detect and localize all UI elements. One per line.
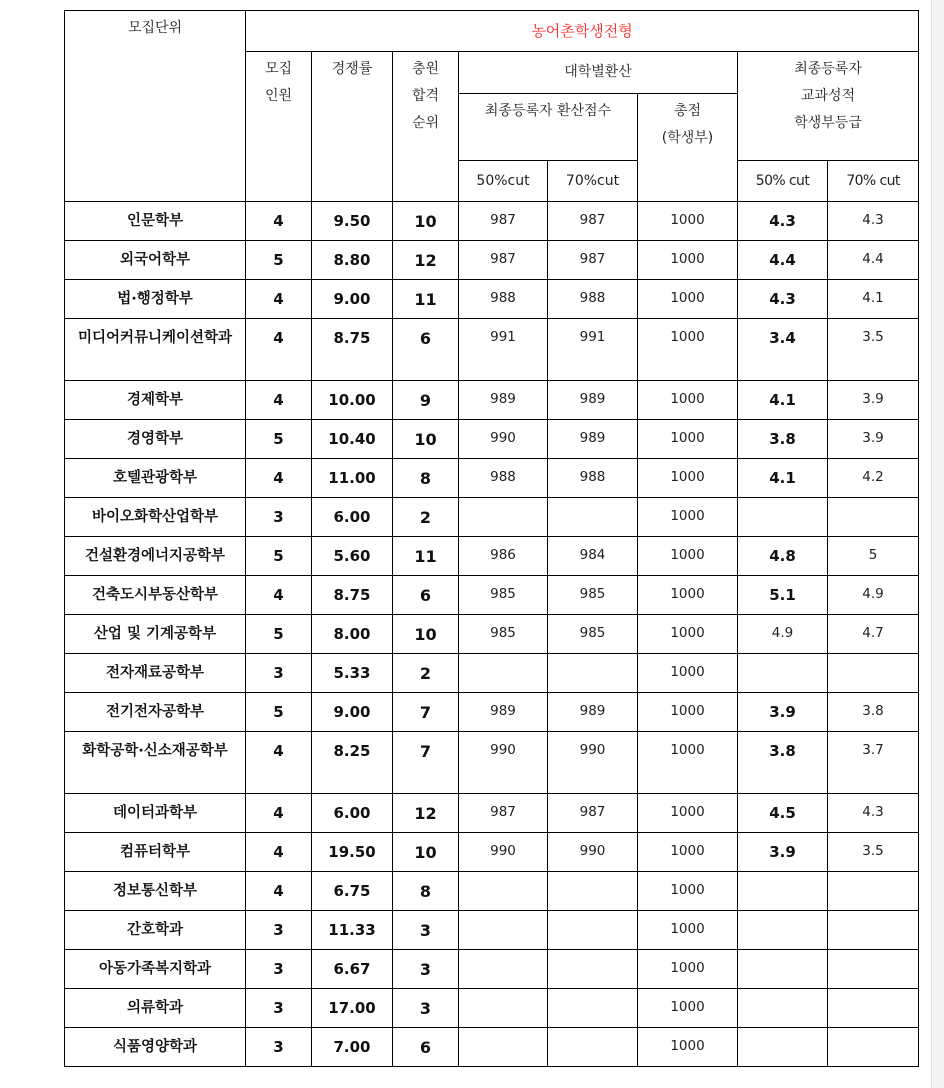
score-cut70-cell: 988 bbox=[548, 280, 638, 319]
recruit-count-cell: 3 bbox=[246, 1028, 312, 1067]
grade-cut50-cell bbox=[738, 872, 828, 911]
table-row bbox=[65, 202, 919, 241]
recruit-count-cell: 4 bbox=[246, 732, 312, 794]
waitlist-rank-cell: 10 bbox=[393, 420, 459, 459]
header-total: 총점 (학생부) bbox=[638, 93, 738, 202]
score-cut50-cell bbox=[459, 1028, 548, 1067]
unit-cell: 컴퓨터학부 bbox=[65, 833, 246, 872]
header-grade-cut70: 70% cut bbox=[828, 161, 919, 202]
header-final-score: 최종등록자 환산점수 bbox=[459, 93, 638, 161]
table-row bbox=[65, 950, 919, 989]
score-cut70-cell bbox=[548, 1028, 638, 1067]
competition-rate-cell: 10.00 bbox=[312, 381, 393, 420]
total-score-cell: 1000 bbox=[638, 950, 738, 989]
grade-cut50-cell: 4.4 bbox=[738, 241, 828, 280]
table-row bbox=[65, 693, 919, 732]
score-cut50-cell: 991 bbox=[459, 319, 548, 381]
recruit-count-cell: 5 bbox=[246, 537, 312, 576]
score-cut70-cell: 987 bbox=[548, 202, 638, 241]
score-cut50-cell: 990 bbox=[459, 833, 548, 872]
grade-cut50-cell bbox=[738, 498, 828, 537]
waitlist-rank-cell: 3 bbox=[393, 989, 459, 1028]
recruit-count-cell: 3 bbox=[246, 950, 312, 989]
grade-cut70-cell bbox=[828, 1028, 919, 1067]
competition-rate-cell: 9.50 bbox=[312, 202, 393, 241]
header-score-cut70: 70%cut bbox=[548, 161, 638, 202]
grade-cut50-cell bbox=[738, 950, 828, 989]
recruit-count-cell: 4 bbox=[246, 202, 312, 241]
waitlist-rank-cell: 10 bbox=[393, 833, 459, 872]
header-waitlist-rank: 충원 합격 순위 bbox=[393, 52, 459, 202]
recruit-count-cell: 4 bbox=[246, 319, 312, 381]
competition-rate-cell: 6.75 bbox=[312, 872, 393, 911]
score-cut70-cell bbox=[548, 911, 638, 950]
grade-cut70-cell bbox=[828, 872, 919, 911]
grade-cut50-cell: 3.8 bbox=[738, 732, 828, 794]
score-cut50-cell bbox=[459, 872, 548, 911]
total-score-cell: 1000 bbox=[638, 794, 738, 833]
grade-cut70-cell: 4.3 bbox=[828, 202, 919, 241]
recruit-count-cell: 3 bbox=[246, 654, 312, 693]
table-row bbox=[65, 459, 919, 498]
unit-cell: 법·행정학부 bbox=[65, 280, 246, 319]
recruit-count-cell: 4 bbox=[246, 459, 312, 498]
competition-rate-cell: 5.60 bbox=[312, 537, 393, 576]
header-recruit-count: 모집 인원 bbox=[246, 52, 312, 202]
table-row bbox=[65, 420, 919, 459]
score-cut50-cell bbox=[459, 911, 548, 950]
table-row bbox=[65, 280, 919, 319]
header-univ-conversion: 대학별환산 bbox=[459, 52, 738, 94]
grade-cut50-cell: 4.1 bbox=[738, 459, 828, 498]
grade-cut50-cell: 4.5 bbox=[738, 794, 828, 833]
score-cut70-cell: 987 bbox=[548, 241, 638, 280]
table-row bbox=[65, 576, 919, 615]
grade-cut70-cell: 4.1 bbox=[828, 280, 919, 319]
unit-cell: 의류학과 bbox=[65, 989, 246, 1028]
waitlist-rank-cell: 9 bbox=[393, 381, 459, 420]
header-competition: 경쟁률 bbox=[312, 52, 393, 202]
score-cut50-cell: 989 bbox=[459, 693, 548, 732]
unit-cell: 아동가족복지학과 bbox=[65, 950, 246, 989]
unit-cell: 산업 및 기계공학부 bbox=[65, 615, 246, 654]
score-cut70-cell: 990 bbox=[548, 732, 638, 794]
table-row bbox=[65, 319, 919, 381]
waitlist-rank-cell: 7 bbox=[393, 693, 459, 732]
table-row bbox=[65, 872, 919, 911]
competition-rate-cell: 9.00 bbox=[312, 280, 393, 319]
score-cut50-cell: 987 bbox=[459, 241, 548, 280]
waitlist-rank-cell: 6 bbox=[393, 1028, 459, 1067]
grade-cut50-cell: 3.4 bbox=[738, 319, 828, 381]
score-cut50-cell: 987 bbox=[459, 794, 548, 833]
total-score-cell: 1000 bbox=[638, 732, 738, 794]
competition-rate-cell: 7.00 bbox=[312, 1028, 393, 1067]
score-cut70-cell: 989 bbox=[548, 693, 638, 732]
score-cut70-cell: 984 bbox=[548, 537, 638, 576]
recruit-count-cell: 4 bbox=[246, 794, 312, 833]
grade-cut70-cell: 4.3 bbox=[828, 794, 919, 833]
grade-cut70-cell: 4.4 bbox=[828, 241, 919, 280]
unit-cell: 건설환경에너지공학부 bbox=[65, 537, 246, 576]
competition-rate-cell: 17.00 bbox=[312, 989, 393, 1028]
competition-rate-cell: 8.75 bbox=[312, 319, 393, 381]
recruit-count-cell: 4 bbox=[246, 833, 312, 872]
recruit-count-cell: 5 bbox=[246, 693, 312, 732]
score-cut70-cell bbox=[548, 872, 638, 911]
total-score-cell: 1000 bbox=[638, 241, 738, 280]
unit-cell: 식품영양학과 bbox=[65, 1028, 246, 1067]
grade-cut70-cell: 4.2 bbox=[828, 459, 919, 498]
recruit-count-cell: 4 bbox=[246, 381, 312, 420]
competition-rate-cell: 10.40 bbox=[312, 420, 393, 459]
score-cut70-cell: 991 bbox=[548, 319, 638, 381]
grade-cut70-cell bbox=[828, 654, 919, 693]
total-score-cell: 1000 bbox=[638, 833, 738, 872]
recruit-count-cell: 4 bbox=[246, 576, 312, 615]
total-score-cell: 1000 bbox=[638, 989, 738, 1028]
admission-results-table bbox=[64, 10, 919, 1067]
grade-cut70-cell: 4.9 bbox=[828, 576, 919, 615]
waitlist-rank-cell: 12 bbox=[393, 794, 459, 833]
competition-rate-cell: 6.00 bbox=[312, 794, 393, 833]
waitlist-rank-cell: 10 bbox=[393, 202, 459, 241]
total-score-cell: 1000 bbox=[638, 911, 738, 950]
total-score-cell: 1000 bbox=[638, 498, 738, 537]
waitlist-rank-cell: 10 bbox=[393, 615, 459, 654]
waitlist-rank-cell: 7 bbox=[393, 732, 459, 794]
waitlist-rank-cell: 3 bbox=[393, 950, 459, 989]
header-score-cut50: 50%cut bbox=[459, 161, 548, 202]
competition-rate-cell: 8.25 bbox=[312, 732, 393, 794]
unit-cell: 바이오화학산업학부 bbox=[65, 498, 246, 537]
total-score-cell: 1000 bbox=[638, 654, 738, 693]
competition-rate-cell: 11.33 bbox=[312, 911, 393, 950]
waitlist-rank-cell: 11 bbox=[393, 280, 459, 319]
waitlist-rank-cell: 2 bbox=[393, 498, 459, 537]
recruit-count-cell: 3 bbox=[246, 989, 312, 1028]
score-cut70-cell bbox=[548, 950, 638, 989]
grade-cut50-cell: 3.9 bbox=[738, 693, 828, 732]
recruit-count-cell: 5 bbox=[246, 241, 312, 280]
grade-cut70-cell: 3.5 bbox=[828, 319, 919, 381]
waitlist-rank-cell: 2 bbox=[393, 654, 459, 693]
grade-cut50-cell bbox=[738, 989, 828, 1028]
table-row bbox=[65, 498, 919, 537]
score-cut70-cell bbox=[548, 498, 638, 537]
competition-rate-cell: 19.50 bbox=[312, 833, 393, 872]
competition-rate-cell: 8.00 bbox=[312, 615, 393, 654]
grade-cut70-cell bbox=[828, 950, 919, 989]
score-cut50-cell: 988 bbox=[459, 280, 548, 319]
header-grade-cut50: 50% cut bbox=[738, 161, 828, 202]
score-cut70-cell: 990 bbox=[548, 833, 638, 872]
unit-cell: 미디어커뮤니케이션학과 bbox=[65, 319, 246, 381]
unit-cell: 외국어학부 bbox=[65, 241, 246, 280]
unit-cell: 건축도시부동산학부 bbox=[65, 576, 246, 615]
grade-cut70-cell: 3.5 bbox=[828, 833, 919, 872]
grade-cut50-cell bbox=[738, 654, 828, 693]
score-cut70-cell bbox=[548, 654, 638, 693]
total-score-cell: 1000 bbox=[638, 615, 738, 654]
grade-cut50-cell: 3.9 bbox=[738, 833, 828, 872]
unit-cell: 화학공학·신소재공학부 bbox=[65, 732, 246, 794]
score-cut50-cell: 986 bbox=[459, 537, 548, 576]
competition-rate-cell: 6.00 bbox=[312, 498, 393, 537]
score-cut70-cell: 988 bbox=[548, 459, 638, 498]
score-cut70-cell: 987 bbox=[548, 794, 638, 833]
grade-cut50-cell: 3.8 bbox=[738, 420, 828, 459]
unit-cell: 데이터과학부 bbox=[65, 794, 246, 833]
table-row bbox=[65, 989, 919, 1028]
header-grade: 최종등록자 교과성적 학생부등급 bbox=[738, 52, 919, 161]
table-row bbox=[65, 732, 919, 794]
total-score-cell: 1000 bbox=[638, 381, 738, 420]
score-cut50-cell bbox=[459, 950, 548, 989]
total-score-cell: 1000 bbox=[638, 872, 738, 911]
grade-cut50-cell: 4.3 bbox=[738, 280, 828, 319]
score-cut70-cell: 985 bbox=[548, 615, 638, 654]
competition-rate-cell: 8.80 bbox=[312, 241, 393, 280]
grade-cut50-cell: 4.9 bbox=[738, 615, 828, 654]
unit-cell: 전기전자공학부 bbox=[65, 693, 246, 732]
competition-rate-cell: 8.75 bbox=[312, 576, 393, 615]
score-cut50-cell: 987 bbox=[459, 202, 548, 241]
recruit-count-cell: 4 bbox=[246, 280, 312, 319]
waitlist-rank-cell: 6 bbox=[393, 576, 459, 615]
grade-cut70-cell: 3.8 bbox=[828, 693, 919, 732]
unit-cell: 경영학부 bbox=[65, 420, 246, 459]
score-cut70-cell bbox=[548, 989, 638, 1028]
unit-cell: 전자재료공학부 bbox=[65, 654, 246, 693]
total-score-cell: 1000 bbox=[638, 420, 738, 459]
unit-cell: 정보통신학부 bbox=[65, 872, 246, 911]
grade-cut70-cell bbox=[828, 989, 919, 1028]
grade-cut50-cell: 4.3 bbox=[738, 202, 828, 241]
table-row bbox=[65, 537, 919, 576]
competition-rate-cell: 5.33 bbox=[312, 654, 393, 693]
unit-cell: 간호학과 bbox=[65, 911, 246, 950]
total-score-cell: 1000 bbox=[638, 693, 738, 732]
score-cut70-cell: 989 bbox=[548, 381, 638, 420]
grade-cut70-cell: 3.7 bbox=[828, 732, 919, 794]
total-score-cell: 1000 bbox=[638, 459, 738, 498]
waitlist-rank-cell: 3 bbox=[393, 911, 459, 950]
table-body bbox=[65, 202, 919, 1067]
recruit-count-cell: 3 bbox=[246, 498, 312, 537]
waitlist-rank-cell: 11 bbox=[393, 537, 459, 576]
total-score-cell: 1000 bbox=[638, 319, 738, 381]
table-row bbox=[65, 381, 919, 420]
grade-cut70-cell: 3.9 bbox=[828, 420, 919, 459]
waitlist-rank-cell: 6 bbox=[393, 319, 459, 381]
table-row bbox=[65, 911, 919, 950]
total-score-cell: 1000 bbox=[638, 1028, 738, 1067]
score-cut50-cell: 988 bbox=[459, 459, 548, 498]
recruit-count-cell: 5 bbox=[246, 615, 312, 654]
grade-cut70-cell: 4.7 bbox=[828, 615, 919, 654]
total-score-cell: 1000 bbox=[638, 202, 738, 241]
table-row bbox=[65, 833, 919, 872]
score-cut70-cell: 989 bbox=[548, 420, 638, 459]
competition-rate-cell: 9.00 bbox=[312, 693, 393, 732]
recruit-count-cell: 5 bbox=[246, 420, 312, 459]
table-row bbox=[65, 1028, 919, 1067]
competition-rate-cell: 6.67 bbox=[312, 950, 393, 989]
score-cut70-cell: 985 bbox=[548, 576, 638, 615]
score-cut50-cell bbox=[459, 989, 548, 1028]
score-cut50-cell: 985 bbox=[459, 576, 548, 615]
score-cut50-cell: 989 bbox=[459, 381, 548, 420]
table-row bbox=[65, 241, 919, 280]
total-score-cell: 1000 bbox=[638, 537, 738, 576]
unit-cell: 경제학부 bbox=[65, 381, 246, 420]
score-cut50-cell: 990 bbox=[459, 732, 548, 794]
waitlist-rank-cell: 8 bbox=[393, 459, 459, 498]
grade-cut50-cell: 5.1 bbox=[738, 576, 828, 615]
total-score-cell: 1000 bbox=[638, 280, 738, 319]
table-row bbox=[65, 654, 919, 693]
grade-cut50-cell: 4.1 bbox=[738, 381, 828, 420]
unit-cell: 인문학부 bbox=[65, 202, 246, 241]
header-unit: 모집단위 bbox=[65, 11, 246, 202]
grade-cut70-cell bbox=[828, 911, 919, 950]
table-row bbox=[65, 794, 919, 833]
grade-cut50-cell: 4.8 bbox=[738, 537, 828, 576]
scrollbar-track[interactable] bbox=[931, 0, 944, 1088]
table-row bbox=[65, 615, 919, 654]
waitlist-rank-cell: 12 bbox=[393, 241, 459, 280]
grade-cut70-cell: 5 bbox=[828, 537, 919, 576]
score-cut50-cell bbox=[459, 654, 548, 693]
score-cut50-cell: 990 bbox=[459, 420, 548, 459]
recruit-count-cell: 4 bbox=[246, 872, 312, 911]
grade-cut70-cell: 3.9 bbox=[828, 381, 919, 420]
total-score-cell: 1000 bbox=[638, 576, 738, 615]
recruit-count-cell: 3 bbox=[246, 911, 312, 950]
grade-cut50-cell bbox=[738, 911, 828, 950]
header-track-title: 농어촌학생전형 bbox=[246, 11, 919, 52]
competition-rate-cell: 11.00 bbox=[312, 459, 393, 498]
grade-cut70-cell bbox=[828, 498, 919, 537]
unit-cell: 호텔관광학부 bbox=[65, 459, 246, 498]
score-cut50-cell: 985 bbox=[459, 615, 548, 654]
score-cut50-cell bbox=[459, 498, 548, 537]
grade-cut50-cell bbox=[738, 1028, 828, 1067]
waitlist-rank-cell: 8 bbox=[393, 872, 459, 911]
